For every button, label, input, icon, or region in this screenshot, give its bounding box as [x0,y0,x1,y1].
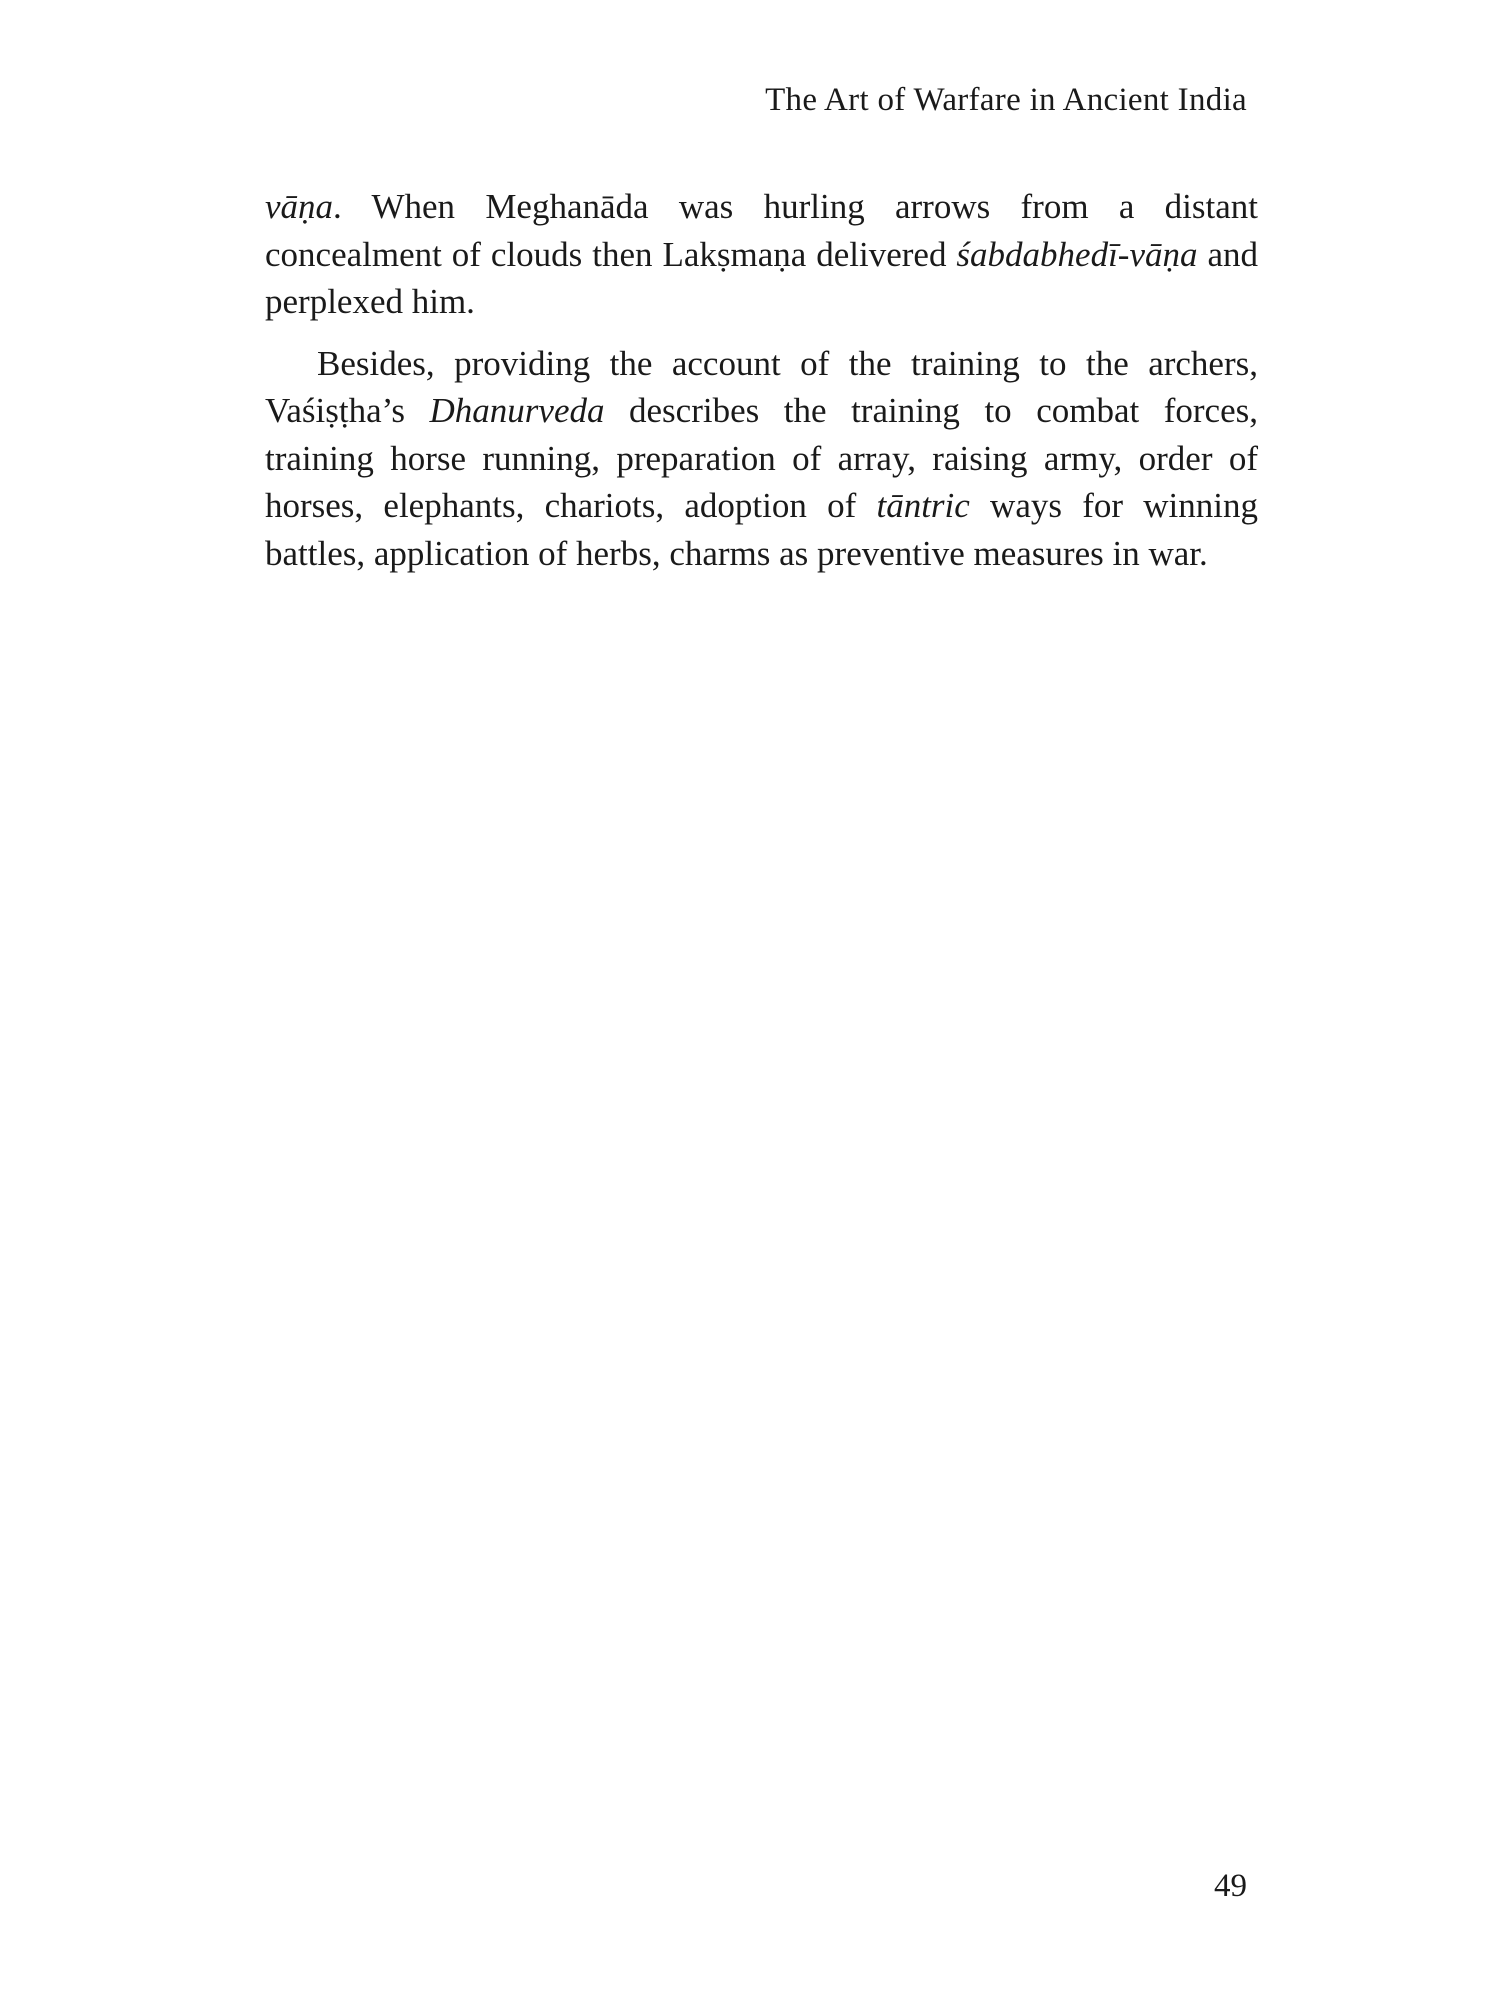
italic-term: vāṇa [265,187,334,226]
text-segment: describes the training to combat forces, training horse running, preparation of array, raising army, order of horses, elephants, chariots, adoption of [265,391,1258,525]
text-segment: and perplexed him. [265,234,1258,321]
paragraph-2 [265,340,1258,578]
text-segment: ways for winning battles, application of herbs, charms as preventive measures in war. [265,486,1258,573]
text-segment: Besides, providing the account of the training to the archers, Vaśiṣṭha’s [265,343,1258,430]
text-segment: . When Meghanāda was hurling arrows from a distant concealment of clouds then Lakṣmaṇa delivered [265,187,1258,274]
italic-term: Dhanurveda [429,391,605,430]
italic-term: śabdabhedī-vāṇa [956,234,1198,274]
body-text [265,183,1258,577]
page-number: 49 [1214,1868,1247,1904]
running-head-title: The Art of Warfare in Ancient India [765,82,1247,118]
italic-term: tāntric [876,486,970,525]
paragraph-1 [265,183,1258,326]
